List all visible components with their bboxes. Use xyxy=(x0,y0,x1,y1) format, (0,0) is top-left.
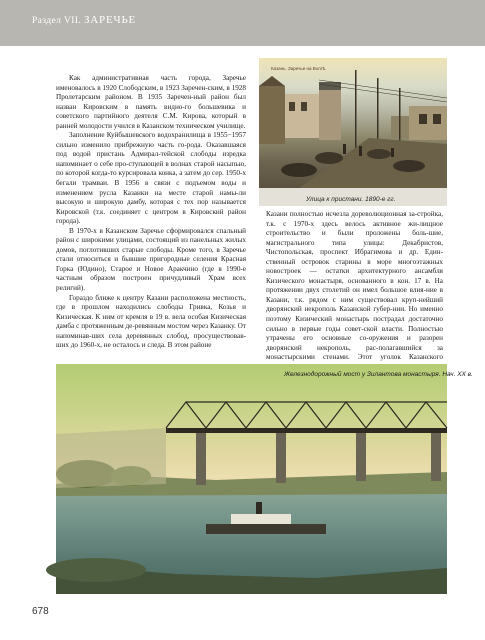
paragraph: Как административная часть города, Заречье именовалось в 1920 Слободским, в 1923 Заречен-ским, в 1928 Пролетарским районом. В 1935 Заречен-ный район был назван Кировским в память видно-го большевика и советского партийного деятеля С.М. Кирова, который в ранней молодости учился в Казанском техническом училище. xyxy=(56,74,246,130)
photo-caption: Улица к пристани. 1890-е гг. xyxy=(306,196,396,203)
paragraph: Гораздо ближе к центру Казани расположена местность, где в прошлом находились слободы Гривка, Козья и Кизическая. К ним от кремля в 19 в. вела особая Кизическая дамба с протяженным де-ревянным мостом через Казанку. От напоминав-ших села деревянных слобод, просуществовав-ших до 1960-х, не осталось и следа. В этом районе xyxy=(56,293,246,350)
postcard-image xyxy=(259,58,447,188)
page-number: 678 xyxy=(32,606,49,617)
photo-railway-bridge xyxy=(56,364,473,594)
section-part-label: Раздел VII. xyxy=(32,16,82,26)
header-bar xyxy=(0,0,485,46)
photo-caption: Железнодорожный мост у Зилантова монастыря. Нач. XX в. xyxy=(284,371,473,378)
right-text-column xyxy=(266,210,443,372)
postcard-illustration xyxy=(259,58,447,188)
section-header xyxy=(32,14,136,26)
paragraph: Заполнение Куйбышевского водохранилища в 1955−1957 сильно изменило прибрежную часть го-рода. Оказавшаяся под водой пристань Адмирал-тейской слободы изредка напоминает о себе про-ступающей в волнах старой насыпью, по которой когда-то курсировала конка, а затем до сер. 1950-х бегали трамваи. В 1956 в связи с подъемом воды и изменением русла Казанки на месте старой намы-ли высокую и широкую дамбу, которая с тех пор называется Кировской (т.к. соединяет с центром в Кировский район города). xyxy=(56,131,246,226)
postcard-inscription: Казань. Заречье на Волгѣ. xyxy=(271,66,327,71)
paragraph: Казани полностью исчезла дореволюционная за-стройка, т.к. с 1970-х здесь велось активное жи-лищное строительство и были проложены боль-шие, магистрального типа улицы: Декабристов, Чистопольская, проспект Ибрагимова и др. Един-ственный островок старины в море многоэтажных новостроек — остатки архитектурного ансамбля Кизического монастыря, основанного в кон. 17 в. На протяжении двух столетий он имел большое влия-ние в Казани, т.к. рядом с ним существовал круп-нейший дворянский некрополь Казанской губер-нии. Но именно поэтому Кизический монастырь пострадал достаточно сильно в первые годы совет-ской власти. Полностью утрачены его основные со-оружения и разорен дворянский некрополь, рас-полагавшийся за монастырскими стенами. Этот уголок Казанского xyxy=(266,210,443,362)
photo-street-to-pier xyxy=(259,58,447,206)
left-text-column xyxy=(56,74,246,351)
paragraph: В 1970-х в Казанском Заречье сформировался спальный район с широкими улицами, состоящий из панельных жилых домов, поглотивших старые слободы. Кроме того, в Заречье стали относиться и бывшие пригородные селения Красная Горка (Юдино), Старое и Новое Аракчино (где в 1990-е частным образом построен причудливый Храм всех религий). xyxy=(56,226,246,293)
section-title: ЗАРЕЧЬЕ xyxy=(84,14,137,26)
bridge-illustration xyxy=(56,364,447,594)
